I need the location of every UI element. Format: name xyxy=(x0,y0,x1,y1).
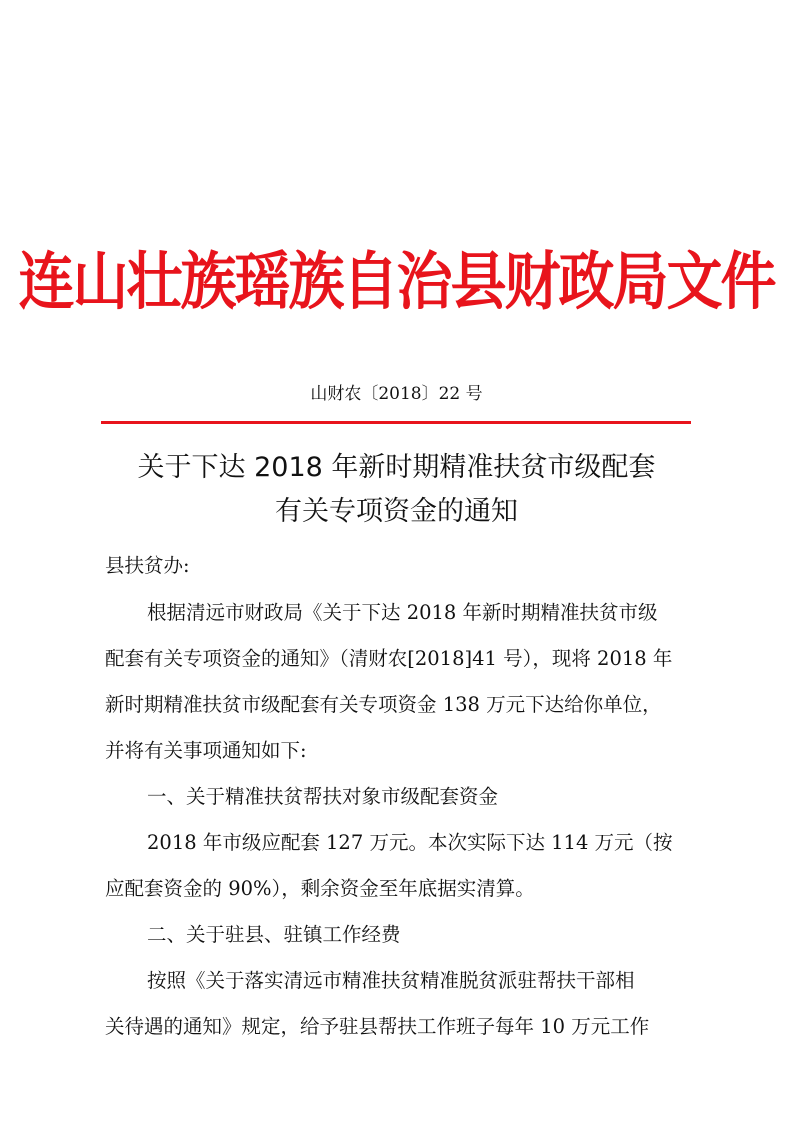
section-heading-1: 一、关于精准扶贫帮扶对象市级配套资金 xyxy=(147,785,499,808)
body-line: 配套有关专项资金的通知》（清财农[2018]41 号），现将 2018 年 xyxy=(105,647,673,670)
body-line: 新时期精准扶贫市级配套有关专项资金 138 万元下达给你单位， xyxy=(105,693,662,716)
document-title xyxy=(0,446,793,534)
body-line: 并将有关事项通知如下: xyxy=(105,739,307,762)
title-line-1: 关于下达 2018 年新时期精准扶贫市级配套 xyxy=(137,452,656,483)
body-line: 按照《关于落实清远市精准扶贫精准脱贫派驻帮扶干部相 xyxy=(147,969,635,992)
body-line: 应配套资金的 90%），剩余资金至年底据实清算。 xyxy=(105,877,535,900)
document-masthead: 连山壮族瑶族自治县财政局文件 xyxy=(18,246,775,319)
body-line: 根据清远市财政局《关于下达 2018 年新时期精准扶贫市级 xyxy=(147,601,658,624)
body-line: 关待遇的通知》规定，给予驻县帮扶工作班子每年 10 万元工作 xyxy=(105,1015,650,1038)
section-heading-2: 二、关于驻县、驻镇工作经费 xyxy=(147,923,401,946)
title-line-2: 有关专项资金的通知 xyxy=(275,496,518,527)
document-number: 山财农〔2018〕22 号 xyxy=(310,384,483,404)
body-line: 2018 年市级应配套 127 万元。本次实际下达 114 万元（按 xyxy=(147,831,673,854)
addressee: 县扶贫办: xyxy=(105,554,190,577)
red-divider-line xyxy=(101,421,691,424)
